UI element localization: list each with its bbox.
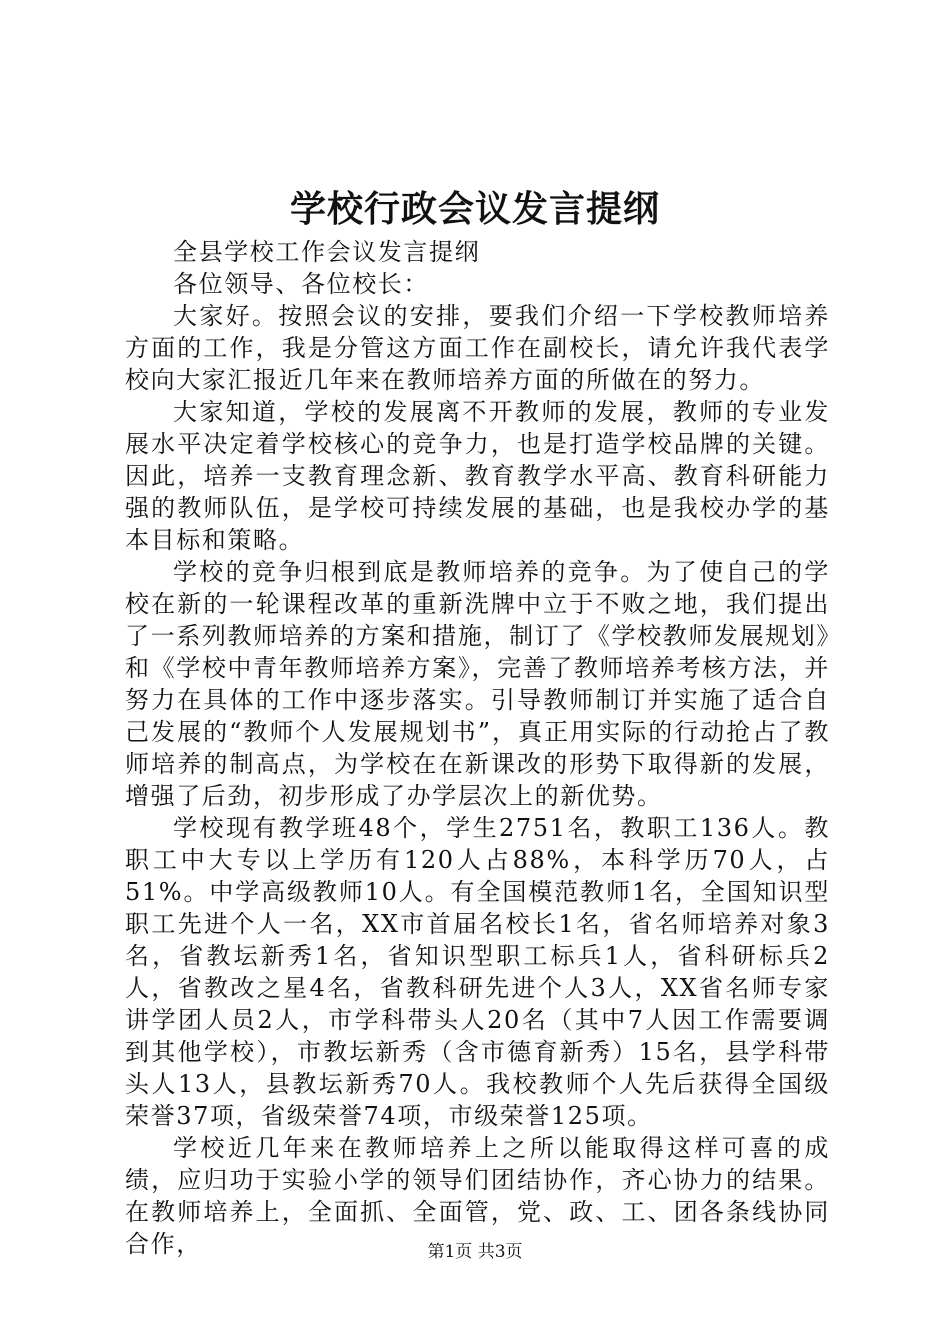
document-title: 学校行政会议发言提纲	[289, 188, 660, 230]
paragraph-salutation: 各位领导、各位校长：	[173, 270, 429, 298]
paragraph-development: 大家知道，学校的发展离不开教师的发展，教师的专业发展水平决定着学校核心的竞争力，也是打造学校品牌的关键。因此，培养一支教育理念新、教育教学水平高、教育科研能力强的教师队伍，是学校可持续发展的基础，也是我校办学的基本目标和策略。	[125, 398, 830, 554]
paragraph-achievements: 学校近几年来在教师培养上之所以能取得这样可喜的成绩，应归功于实验小学的领导们团结协作，齐心协力的结果。在教师培养上，全面抓、全面管，党、政、工、团各条线协同合作，	[125, 1134, 830, 1258]
paragraph-statistics: 学校现有教学班48个，学生2751名，教职工136人。教职工中大专以上学历有120人占88%，本科学历70人，占51%。中学高级教师10人。有全国模范教师1名，全国知识型职工先进个人一名，XX市首届名校长1名，省名师培养对象3名，省教坛新秀1名，省知识型职工标兵1人，省科研标兵2人，省教改之星4名，省教科研先进个人3人，XX省名师专家讲学团人员2人，市学科带头人20名（其中7人因工作需要调到其他学校），市教坛新秀（含市德育新秀）15名，县学科带头人13人，县教坛新秀70人。我校教师个人先后获得全国级荣誉37项，省级荣誉74项，市级荣誉125项。	[125, 814, 830, 1130]
paragraph-competition: 学校的竞争归根到底是教师培养的竞争。为了使自己的学校在新的一轮课程改革的重新洗牌中立于不败之地，我们提出了一系列教师培养的方案和措施，制订了《学校教师发展规划》和《学校中青年教师培养方案》，完善了教师培养考核方法，并努力在具体的工作中逐步落实。引导教师制订并实施了适合自己发展的“教师个人发展规划书”，真正用实际的行动抢占了教师培养的制高点，为学校在在新课改的形势下取得新的发展，增强了后劲，初步形成了办学层次上的新优势。	[125, 558, 830, 810]
document-body	[125, 236, 830, 1260]
paragraph-subtitle: 全县学校工作会议发言提纲	[173, 238, 481, 266]
page-number: 第1页 共3页	[427, 1242, 523, 1262]
paragraph-greeting: 大家好。按照会议的安排，要我们介绍一下学校教师培养方面的工作，我是分管这方面工作在副校长，请允许我代表学校向大家汇报近几年来在教师培养方面的所做在的努力。	[125, 302, 830, 394]
